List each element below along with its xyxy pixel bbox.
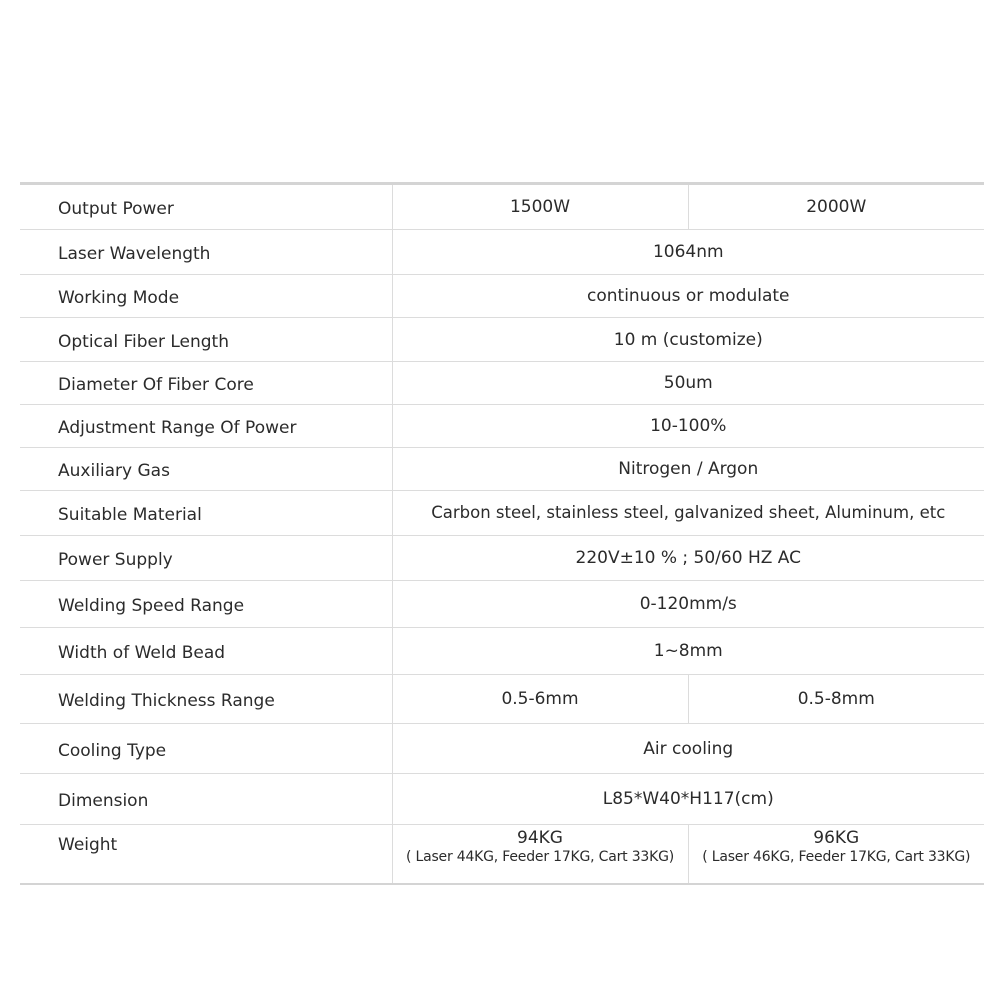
table-row-welding-speed-range	[20, 581, 984, 628]
value-2000w-model	[688, 825, 984, 885]
row-value: 0-120mm/s	[392, 581, 984, 628]
table-row-weight	[20, 825, 984, 885]
table-row-weld-bead-width	[20, 628, 984, 675]
row-label: Adjustment Range Of Power	[20, 405, 392, 448]
table-row-fiber-core-diameter	[20, 362, 984, 405]
spec-table-container	[20, 182, 984, 885]
spec-table	[20, 182, 984, 885]
row-label: Welding Speed Range	[20, 581, 392, 628]
row-label: Suitable Material	[20, 491, 392, 536]
row-label: Optical Fiber Length	[20, 318, 392, 362]
row-value: 220V±10 % ; 50/60 HZ AC	[392, 536, 984, 581]
row-label: Cooling Type	[20, 724, 392, 774]
weight-breakdown: ( Laser 46KG, Feeder 17KG, Cart 33KG)	[702, 849, 971, 865]
value-1500w-model	[392, 825, 688, 885]
table-row-power-adjustment-range	[20, 405, 984, 448]
row-label: Welding Thickness Range	[20, 675, 392, 724]
row-value: 1064nm	[392, 230, 984, 275]
table-row-power-supply	[20, 536, 984, 581]
row-label: Dimension	[20, 774, 392, 825]
row-value: L85*W40*H117(cm)	[392, 774, 984, 825]
table-row-output-power	[20, 184, 984, 230]
row-label: Width of Weld Bead	[20, 628, 392, 675]
row-value: 50um	[392, 362, 984, 405]
value-2000w-model: 2000W	[688, 184, 984, 230]
table-row-suitable-material	[20, 491, 984, 536]
row-value: Nitrogen / Argon	[392, 448, 984, 491]
value-2000w-model: 0.5-8mm	[688, 675, 984, 724]
table-row-working-mode	[20, 275, 984, 318]
table-row-laser-wavelength	[20, 230, 984, 275]
row-value: Air cooling	[392, 724, 984, 774]
table-row-optical-fiber-length	[20, 318, 984, 362]
table-row-auxiliary-gas	[20, 448, 984, 491]
row-value: 10-100%	[392, 405, 984, 448]
row-label: Auxiliary Gas	[20, 448, 392, 491]
value-1500w-model: 1500W	[392, 184, 688, 230]
weight-breakdown: ( Laser 44KG, Feeder 17KG, Cart 33KG)	[405, 849, 675, 865]
weight-total: 96KG	[813, 828, 860, 848]
row-label: Laser Wavelength	[20, 230, 392, 275]
value-1500w-model: 0.5-6mm	[392, 675, 688, 724]
row-label: Working Mode	[20, 275, 392, 318]
row-value: continuous or modulate	[392, 275, 984, 318]
weight-total: 94KG	[517, 828, 563, 848]
row-label: Output Power	[20, 184, 392, 230]
row-value: Carbon steel, stainless steel, galvanized sheet, Aluminum, etc	[392, 491, 984, 536]
row-value: 10 m (customize)	[392, 318, 984, 362]
row-label: Power Supply	[20, 536, 392, 581]
row-label: Weight	[20, 825, 392, 885]
table-row-dimension	[20, 774, 984, 825]
table-row-welding-thickness-range	[20, 675, 984, 724]
row-label: Diameter Of Fiber Core	[20, 362, 392, 405]
row-value: 1~8mm	[392, 628, 984, 675]
table-row-cooling-type	[20, 724, 984, 774]
